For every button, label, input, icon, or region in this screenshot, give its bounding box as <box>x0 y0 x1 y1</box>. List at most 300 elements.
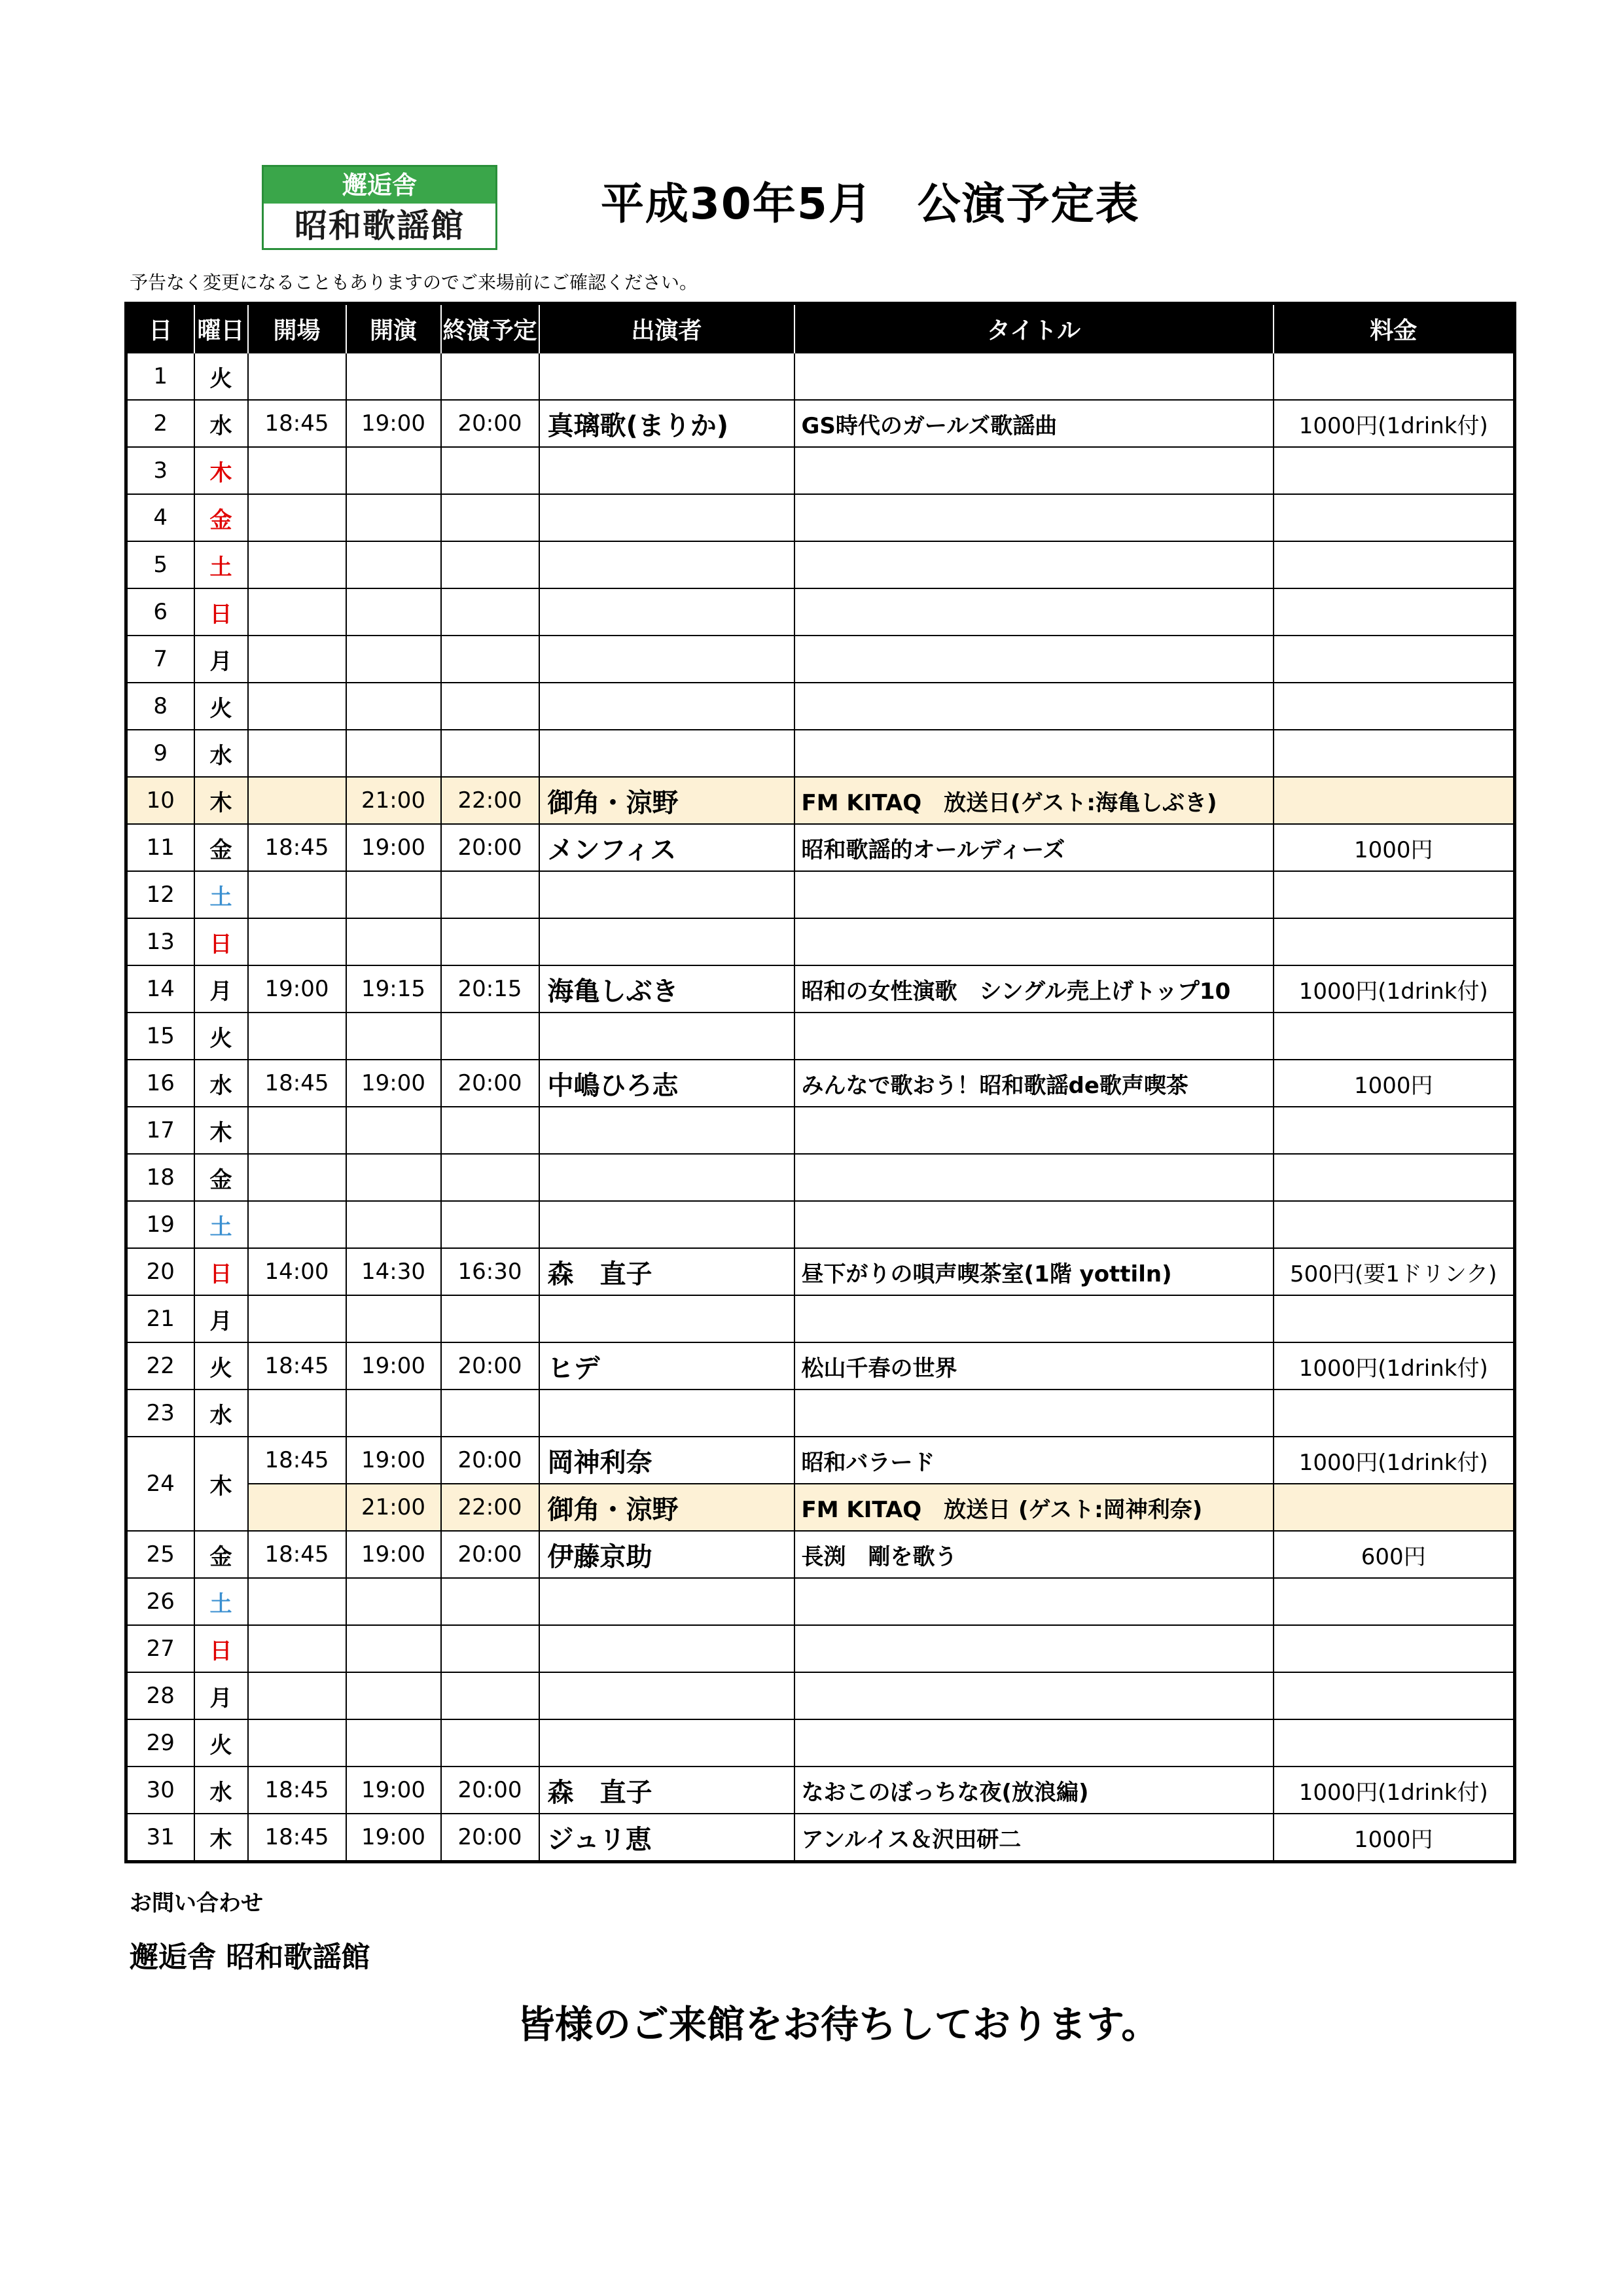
weekday-cell: 火 <box>194 1342 248 1390</box>
open-time-cell <box>248 918 346 965</box>
end-time-cell: 20:00 <box>441 400 539 447</box>
start-time-cell <box>346 1201 441 1248</box>
title-cell: なおこのぼっちな夜(放浪編) <box>794 1767 1274 1814</box>
end-time-cell <box>441 1625 539 1672</box>
day-cell: 10 <box>126 777 194 824</box>
table-row <box>126 1578 1515 1625</box>
open-time-cell <box>248 447 346 494</box>
weekday-cell: 日 <box>194 918 248 965</box>
day-cell: 7 <box>126 636 194 683</box>
open-time-cell <box>248 1107 346 1154</box>
performer-cell: 岡神利奈 <box>539 1437 794 1484</box>
start-time-cell: 19:00 <box>346 824 441 871</box>
day-cell: 30 <box>126 1767 194 1814</box>
start-time-cell <box>346 1578 441 1625</box>
title-cell: 昼下がりの唄声喫茶室(1階 yottiln) <box>794 1248 1274 1295</box>
open-time-cell <box>248 588 346 636</box>
start-time-cell: 21:00 <box>346 777 441 824</box>
day-cell: 24 <box>126 1437 194 1531</box>
header-end: 終演予定 <box>441 304 539 353</box>
fee-cell <box>1274 1107 1515 1154</box>
venue-name: 邂逅舎 昭和歌謡館 <box>130 1941 370 1974</box>
table-row <box>126 636 1515 683</box>
title-cell <box>794 636 1274 683</box>
performer-cell <box>539 541 794 588</box>
start-time-cell <box>346 918 441 965</box>
fee-cell <box>1274 1719 1515 1767</box>
fee-cell <box>1274 494 1515 541</box>
table-row <box>126 1437 1515 1484</box>
table-row <box>126 871 1515 918</box>
end-time-cell <box>441 1154 539 1201</box>
start-time-cell: 19:00 <box>346 1767 441 1814</box>
title-cell: アンルイス＆沢田研二 <box>794 1814 1274 1862</box>
performer-cell <box>539 1390 794 1437</box>
performer-cell: ヒデ <box>539 1342 794 1390</box>
end-time-cell <box>441 588 539 636</box>
fee-cell <box>1274 683 1515 730</box>
day-cell: 5 <box>126 541 194 588</box>
weekday-cell: 木 <box>194 1814 248 1862</box>
title-cell <box>794 1672 1274 1719</box>
start-time-cell: 19:00 <box>346 400 441 447</box>
open-time-cell <box>248 1719 346 1767</box>
day-cell: 11 <box>126 824 194 871</box>
table-row <box>126 1342 1515 1390</box>
performer-cell <box>539 683 794 730</box>
logo-bottom-text: 昭和歌謡館 <box>294 207 465 245</box>
header-performer: 出演者 <box>539 304 794 353</box>
performer-cell <box>539 1107 794 1154</box>
weekday-cell: 日 <box>194 1625 248 1672</box>
start-time-cell: 19:00 <box>346 1342 441 1390</box>
performer-cell: 森 直子 <box>539 1248 794 1295</box>
weekday-cell: 水 <box>194 730 248 777</box>
table-row <box>126 777 1515 824</box>
end-time-cell <box>441 1719 539 1767</box>
day-cell: 22 <box>126 1342 194 1390</box>
open-time-cell: 18:45 <box>248 1814 346 1862</box>
open-time-cell <box>248 1390 346 1437</box>
table-row <box>126 1248 1515 1295</box>
performer-cell <box>539 353 794 400</box>
open-time-cell <box>248 353 346 400</box>
title-cell: 昭和の女性演歌 シングル売上げトップ10 <box>794 965 1274 1013</box>
fee-cell: 1000円 <box>1274 824 1515 871</box>
table-row <box>126 918 1515 965</box>
performer-cell <box>539 1013 794 1060</box>
welcome-message: 皆様のご来館をお待ちしております。 <box>517 2002 1160 2047</box>
table-row <box>126 541 1515 588</box>
end-time-cell <box>441 447 539 494</box>
title-cell: 松山千春の世界 <box>794 1342 1274 1390</box>
end-time-cell: 22:00 <box>441 1484 539 1531</box>
performer-cell: メンフィス <box>539 824 794 871</box>
table-row <box>126 1767 1515 1814</box>
day-cell: 28 <box>126 1672 194 1719</box>
end-time-cell: 20:15 <box>441 965 539 1013</box>
open-time-cell <box>248 1154 346 1201</box>
notice-text: 予告なく変更になることもありますのでご来場前にご確認ください。 <box>130 272 698 293</box>
fee-cell <box>1274 1625 1515 1672</box>
end-time-cell <box>441 1390 539 1437</box>
performer-cell <box>539 918 794 965</box>
fee-cell <box>1274 918 1515 965</box>
table-row <box>126 1060 1515 1107</box>
start-time-cell: 19:00 <box>346 1814 441 1862</box>
performer-cell <box>539 1295 794 1342</box>
open-time-cell: 19:00 <box>248 965 346 1013</box>
start-time-cell <box>346 447 441 494</box>
fee-cell: 1000円(1drink付) <box>1274 1767 1515 1814</box>
title-cell <box>794 1154 1274 1201</box>
start-time-cell: 19:00 <box>346 1531 441 1578</box>
day-cell: 16 <box>126 1060 194 1107</box>
performer-cell <box>539 494 794 541</box>
start-time-cell <box>346 494 441 541</box>
weekday-cell: 土 <box>194 541 248 588</box>
header-title: タイトル <box>794 304 1274 353</box>
weekday-cell: 月 <box>194 1295 248 1342</box>
performer-cell: 御角・涼野 <box>539 1484 794 1531</box>
open-time-cell <box>248 1295 346 1342</box>
table-row <box>126 1013 1515 1060</box>
day-cell: 6 <box>126 588 194 636</box>
start-time-cell <box>346 1672 441 1719</box>
end-time-cell: 16:30 <box>441 1248 539 1295</box>
table-row <box>126 683 1515 730</box>
weekday-cell: 土 <box>194 1201 248 1248</box>
table-row <box>126 1625 1515 1672</box>
table-row <box>126 1154 1515 1201</box>
start-time-cell <box>346 1107 441 1154</box>
title-cell <box>794 447 1274 494</box>
fee-cell: 500円(要1ドリンク) <box>1274 1248 1515 1295</box>
weekday-cell: 日 <box>194 1248 248 1295</box>
table-row <box>126 1107 1515 1154</box>
end-time-cell: 20:00 <box>441 1767 539 1814</box>
weekday-cell: 木 <box>194 1437 248 1531</box>
weekday-cell: 火 <box>194 353 248 400</box>
day-cell: 4 <box>126 494 194 541</box>
open-time-cell <box>248 730 346 777</box>
table-row <box>126 1814 1515 1862</box>
day-cell: 29 <box>126 1719 194 1767</box>
title-cell <box>794 541 1274 588</box>
day-cell: 1 <box>126 353 194 400</box>
performer-cell <box>539 588 794 636</box>
table-row <box>126 1719 1515 1767</box>
start-time-cell <box>346 683 441 730</box>
end-time-cell <box>441 494 539 541</box>
performer-cell: 中嶋ひろ志 <box>539 1060 794 1107</box>
day-cell: 12 <box>126 871 194 918</box>
weekday-cell: 金 <box>194 1531 248 1578</box>
table-row <box>126 965 1515 1013</box>
table-row <box>126 1390 1515 1437</box>
title-cell <box>794 1625 1274 1672</box>
start-time-cell <box>346 588 441 636</box>
open-time-cell: 18:45 <box>248 1531 346 1578</box>
start-time-cell <box>346 636 441 683</box>
fee-cell <box>1274 1578 1515 1625</box>
title-cell <box>794 494 1274 541</box>
weekday-cell: 月 <box>194 1672 248 1719</box>
fee-cell <box>1274 1672 1515 1719</box>
day-cell: 21 <box>126 1295 194 1342</box>
weekday-cell: 水 <box>194 1390 248 1437</box>
performer-cell <box>539 1154 794 1201</box>
end-time-cell: 20:00 <box>441 1437 539 1484</box>
performer-cell <box>539 1672 794 1719</box>
table-row <box>126 353 1515 400</box>
start-time-cell <box>346 730 441 777</box>
weekday-cell: 月 <box>194 636 248 683</box>
title-cell <box>794 683 1274 730</box>
title-cell: 昭和歌謡的オールディーズ <box>794 824 1274 871</box>
schedule-table <box>124 302 1516 1863</box>
fee-cell <box>1274 1013 1515 1060</box>
start-time-cell <box>346 1295 441 1342</box>
weekday-cell: 月 <box>194 965 248 1013</box>
fee-cell <box>1274 730 1515 777</box>
weekday-cell: 木 <box>194 1107 248 1154</box>
fee-cell <box>1274 1154 1515 1201</box>
day-cell: 17 <box>126 1107 194 1154</box>
header-weekday: 曜日 <box>194 304 248 353</box>
fee-cell: 1000円(1drink付) <box>1274 965 1515 1013</box>
end-time-cell <box>441 918 539 965</box>
page-title: 平成30年5月 公演予定表 <box>601 179 1140 229</box>
performer-cell: ジュリ恵 <box>539 1814 794 1862</box>
day-cell: 14 <box>126 965 194 1013</box>
title-cell <box>794 730 1274 777</box>
open-time-cell <box>248 1578 346 1625</box>
weekday-cell: 火 <box>194 1719 248 1767</box>
table-row <box>126 400 1515 447</box>
start-time-cell <box>346 1390 441 1437</box>
day-cell: 2 <box>126 400 194 447</box>
start-time-cell <box>346 353 441 400</box>
fee-cell: 1000円(1drink付) <box>1274 1342 1515 1390</box>
title-cell <box>794 353 1274 400</box>
header-fee: 料金 <box>1274 304 1515 353</box>
open-time-cell: 18:45 <box>248 824 346 871</box>
performer-cell <box>539 1719 794 1767</box>
table-row <box>126 1672 1515 1719</box>
table-row <box>126 1484 1515 1531</box>
fee-cell <box>1274 1201 1515 1248</box>
fee-cell <box>1274 777 1515 824</box>
start-time-cell: 21:00 <box>346 1484 441 1531</box>
performer-cell <box>539 636 794 683</box>
logo <box>262 165 497 250</box>
start-time-cell: 19:15 <box>346 965 441 1013</box>
day-cell: 13 <box>126 918 194 965</box>
day-cell: 25 <box>126 1531 194 1578</box>
title-cell <box>794 588 1274 636</box>
open-time-cell: 18:45 <box>248 1767 346 1814</box>
start-time-cell: 14:30 <box>346 1248 441 1295</box>
performer-cell: 真璃歌(まりか) <box>539 400 794 447</box>
end-time-cell <box>441 730 539 777</box>
title-cell <box>794 1013 1274 1060</box>
performer-cell <box>539 447 794 494</box>
fee-cell: 1000円 <box>1274 1814 1515 1862</box>
title-cell <box>794 1201 1274 1248</box>
day-cell: 8 <box>126 683 194 730</box>
performer-cell: 伊藤京助 <box>539 1531 794 1578</box>
weekday-cell: 金 <box>194 824 248 871</box>
day-cell: 20 <box>126 1248 194 1295</box>
open-time-cell: 14:00 <box>248 1248 346 1295</box>
title-cell: GS時代のガールズ歌謡曲 <box>794 400 1274 447</box>
table-row <box>126 588 1515 636</box>
fee-cell: 1000円(1drink付) <box>1274 400 1515 447</box>
weekday-cell: 木 <box>194 447 248 494</box>
day-cell: 31 <box>126 1814 194 1862</box>
end-time-cell <box>441 1295 539 1342</box>
end-time-cell: 20:00 <box>441 1060 539 1107</box>
day-cell: 9 <box>126 730 194 777</box>
title-cell: みんなで歌おう！昭和歌謡de歌声喫茶 <box>794 1060 1274 1107</box>
performer-cell: 森 直子 <box>539 1767 794 1814</box>
table-row <box>126 494 1515 541</box>
weekday-cell: 日 <box>194 588 248 636</box>
end-time-cell <box>441 1578 539 1625</box>
fee-cell <box>1274 353 1515 400</box>
performer-cell <box>539 730 794 777</box>
table-row <box>126 1531 1515 1578</box>
title-cell <box>794 1390 1274 1437</box>
performer-cell: 海亀しぶき <box>539 965 794 1013</box>
open-time-cell <box>248 494 346 541</box>
title-cell <box>794 1719 1274 1767</box>
fee-cell <box>1274 1390 1515 1437</box>
logo-top-text: 邂逅舎 <box>264 167 495 204</box>
table-row <box>126 1201 1515 1248</box>
open-time-cell <box>248 1672 346 1719</box>
start-time-cell <box>346 1154 441 1201</box>
day-cell: 27 <box>126 1625 194 1672</box>
table-row <box>126 730 1515 777</box>
start-time-cell <box>346 1013 441 1060</box>
open-time-cell <box>248 1201 346 1248</box>
open-time-cell <box>248 777 346 824</box>
performer-cell <box>539 1625 794 1672</box>
fee-cell <box>1274 588 1515 636</box>
end-time-cell: 20:00 <box>441 1342 539 1390</box>
open-time-cell: 18:45 <box>248 1437 346 1484</box>
weekday-cell: 火 <box>194 683 248 730</box>
fee-cell <box>1274 1484 1515 1531</box>
open-time-cell <box>248 1625 346 1672</box>
day-cell: 18 <box>126 1154 194 1201</box>
weekday-cell: 土 <box>194 1578 248 1625</box>
start-time-cell <box>346 871 441 918</box>
end-time-cell <box>441 1107 539 1154</box>
end-time-cell <box>441 683 539 730</box>
title-cell <box>794 918 1274 965</box>
table-row <box>126 824 1515 871</box>
open-time-cell: 18:45 <box>248 1060 346 1107</box>
end-time-cell <box>441 541 539 588</box>
weekday-cell: 火 <box>194 1013 248 1060</box>
weekday-cell: 金 <box>194 1154 248 1201</box>
title-cell: FM KITAQ 放送日(ゲスト:海亀しぶき) <box>794 777 1274 824</box>
header-open: 開場 <box>248 304 346 353</box>
header-day: 日 <box>126 304 194 353</box>
title-cell <box>794 871 1274 918</box>
start-time-cell <box>346 1719 441 1767</box>
performer-cell <box>539 871 794 918</box>
title-cell: FM KITAQ 放送日 (ゲスト:岡神利奈) <box>794 1484 1274 1531</box>
weekday-cell: 水 <box>194 1060 248 1107</box>
day-cell: 19 <box>126 1201 194 1248</box>
open-time-cell: 18:45 <box>248 400 346 447</box>
open-time-cell <box>248 636 346 683</box>
start-time-cell <box>346 541 441 588</box>
end-time-cell: 20:00 <box>441 1531 539 1578</box>
open-time-cell: 18:45 <box>248 1342 346 1390</box>
end-time-cell: 20:00 <box>441 1814 539 1862</box>
weekday-cell: 土 <box>194 871 248 918</box>
weekday-cell: 木 <box>194 777 248 824</box>
end-time-cell <box>441 353 539 400</box>
fee-cell <box>1274 636 1515 683</box>
end-time-cell <box>441 1672 539 1719</box>
title-cell <box>794 1578 1274 1625</box>
fee-cell <box>1274 871 1515 918</box>
header-start: 開演 <box>346 304 441 353</box>
fee-cell <box>1274 447 1515 494</box>
start-time-cell: 19:00 <box>346 1437 441 1484</box>
start-time-cell <box>346 1625 441 1672</box>
title-cell: 長渕 剛を歌う <box>794 1531 1274 1578</box>
day-cell: 23 <box>126 1390 194 1437</box>
end-time-cell <box>441 1013 539 1060</box>
end-time-cell: 20:00 <box>441 824 539 871</box>
weekday-cell: 金 <box>194 494 248 541</box>
day-cell: 15 <box>126 1013 194 1060</box>
open-time-cell <box>248 871 346 918</box>
end-time-cell: 22:00 <box>441 777 539 824</box>
end-time-cell <box>441 1201 539 1248</box>
open-time-cell <box>248 1013 346 1060</box>
open-time-cell <box>248 541 346 588</box>
title-cell <box>794 1107 1274 1154</box>
performer-cell <box>539 1201 794 1248</box>
end-time-cell <box>441 871 539 918</box>
weekday-cell: 水 <box>194 1767 248 1814</box>
open-time-cell <box>248 683 346 730</box>
day-cell: 26 <box>126 1578 194 1625</box>
weekday-cell: 水 <box>194 400 248 447</box>
start-time-cell: 19:00 <box>346 1060 441 1107</box>
fee-cell <box>1274 1295 1515 1342</box>
title-cell: 昭和バラード <box>794 1437 1274 1484</box>
fee-cell: 1000円(1drink付) <box>1274 1437 1515 1484</box>
open-time-cell <box>248 1484 346 1531</box>
title-cell <box>794 1295 1274 1342</box>
performer-cell <box>539 1578 794 1625</box>
performer-cell: 御角・涼野 <box>539 777 794 824</box>
table-header-row <box>126 304 1515 353</box>
table-row <box>126 447 1515 494</box>
end-time-cell <box>441 636 539 683</box>
contact-label: お問い合わせ <box>130 1890 263 1916</box>
fee-cell: 1000円 <box>1274 1060 1515 1107</box>
